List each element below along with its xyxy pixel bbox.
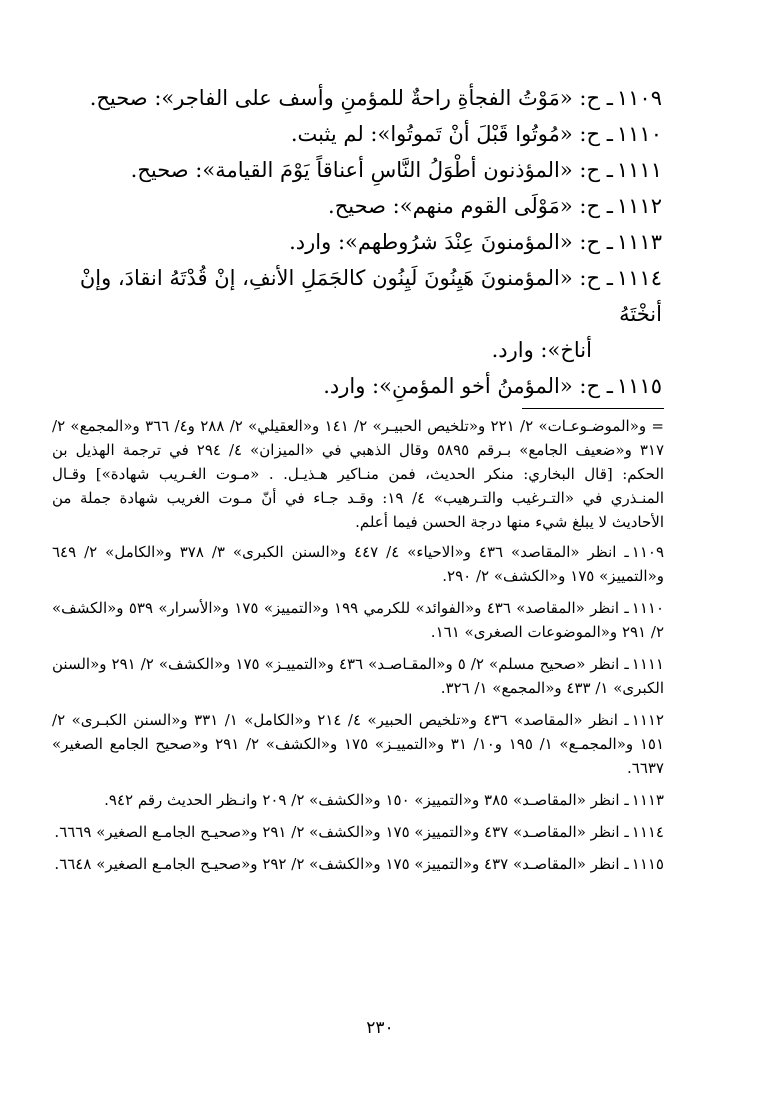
- footnote-text: ـ انظر «المقاصـد» ٤٣٧ و«التمييز» ١٧٥ و«الكشف» ٢/ ٢٩٢ و«صحيـح الجامـع الصغير» ٦٦٤٨.: [54, 855, 629, 873]
- entry-text: ـ ح: «مُوتُوا قَبْلَ أنْ تَموتُوا»: لم يثبت.: [290, 122, 613, 146]
- footnote: [52, 652, 664, 700]
- footnote: [52, 852, 664, 876]
- footnote-text: ـ انظر «المقاصد» ٤٣٦ و«الفوائد» للكرمي ١٩٩ و«التمييز» ١٧٥ و«الأسرار» ٥٣٩ و«الكشف» ٢/ ٢٩١ و«الموضوعات الصغرى» ١٦١.: [52, 599, 664, 641]
- entry-text-continuation: أناخ»: وارد.: [491, 338, 592, 362]
- footnote-continued: = و«الموضـوعـات» ٢/ ٢٢١ و«تلخيص الحبيـر» ٢/ ١٤١ و«العقيلي» ٢/ ٢٨٨ و٤/ ٣٦٦ و«المجمع» ٢/ ٣١٧ و«ضعيف الجامع» بـرقم ٥٨٩٥ وقال الذهبي في «الميزان» ٤/ ٢٩٤ في ترجمة الهذيل بن الحكم: [قال البخاري: منكر الحديث، فمن منـاكير هـذيـل. . «مـوت الغـريب شهادة»] وقـال المنـذري في «التـرغيب والتـرهيب» ٤/ ١٩: وقـد جـاء في أنّ مـوت الغريب شهادة جملة من الأحاديث لا يبلغ شيء منها درجة الحسن فيما أعلم.: [52, 417, 664, 531]
- hadith-entry: [52, 80, 662, 116]
- footnote-number: ١١١٢: [631, 711, 664, 729]
- entry-text: ـ ح: «المؤمنُ أخو المؤمنِ»: وارد.: [323, 374, 613, 398]
- hadith-entries: [52, 80, 662, 404]
- footnote-text: ـ انظر «المقاصـد» ٤٣٧ و«التمييز» ١٧٥ و«الكشف» ٢/ ٢٩١ و«صحيـح الجامـع الصغير» ٦٦٦٩.: [54, 823, 629, 841]
- entry-number: ١١١٥: [616, 374, 662, 398]
- entry-number: ١١١٢: [616, 194, 662, 218]
- entry-number: ١١٠٩: [616, 86, 662, 110]
- footnote-text: ـ انظر «المقاصد» ٤٣٦ و«الاحياء» ٤/ ٤٤٧ و«السنن الكبرى» ٣/ ٣٧٨ و«الكامل» ٢/ ٦٤٩ و«التمييز» ١٧٥ و«الكشف» ٢/ ٢٩٠.: [52, 543, 664, 585]
- hadith-entry: [52, 224, 662, 260]
- entry-text: ـ ح: «المؤذنون أطْوَلُ النَّاسِ أعناقاً يَوْمَ القيامة»: صحيح.: [130, 158, 613, 182]
- hadith-entry: [52, 152, 662, 188]
- footnote: [52, 820, 664, 844]
- footnote: [52, 708, 664, 780]
- footnote: [52, 788, 664, 812]
- footnote-number: ١١١٣: [631, 791, 664, 809]
- entry-text: ـ ح: «المؤمنونَ عِنْدَ شرُوطهم»: وارد.: [289, 230, 613, 254]
- footnote-number: ١١٠٩: [631, 543, 665, 561]
- footnote-number: ١١١٠: [631, 599, 665, 617]
- entry-number: ١١١١: [616, 158, 662, 182]
- hadith-entry: [52, 116, 662, 152]
- entry-number: ١١١٠: [616, 122, 662, 146]
- entry-text: ـ ح: «مَوْلَى القوم منهم»: صحيح.: [328, 194, 613, 218]
- entry-number: ١١١٤: [616, 266, 662, 290]
- footnote-number: ١١١١: [631, 655, 664, 673]
- hadith-entry: [52, 368, 662, 404]
- entry-text: ـ ح: «مَوْتُ الفجأةِ راحةٌ للمؤمنِ وأسف على الفاجر»: صحيح.: [89, 86, 613, 110]
- footnote-text: ـ انظر «المقاصـد» ٣٨٥ و«التمييز» ١٥٠ و«الكشف» ٢/ ٢٠٩ وانـظر الحديث رقم ٩٤٢.: [104, 791, 629, 809]
- footnotes: [52, 414, 664, 884]
- hadith-entry: [52, 188, 662, 224]
- entry-number: ١١١٣: [616, 230, 662, 254]
- hadith-entry: [52, 260, 662, 368]
- footnote-number: ١١١٤: [631, 823, 664, 841]
- page-number: ٢٣٠: [366, 1018, 394, 1038]
- entry-text: ـ ح: «المؤمنونَ هَيِنُونَ لَيِنُون كالجَمَلِ الأنفِ، إنْ قُدْتَهُ انقادَ، وإنْ أنخْتَهُ: [79, 266, 662, 326]
- footnote-number: ١١١٥: [631, 855, 664, 873]
- footnote: [52, 596, 664, 644]
- footnote: [52, 540, 664, 588]
- footnote-text: ـ انظر «المقاصد» ٤٣٦ و«تلخيص الحبير» ٤/ ٢١٤ و«الكامل» ١/ ٣٣١ و«السنن الكبـرى» ٢/ ١٥١ و«المجمـع» ١/ ١٩٥ و١٠/ ٣١ و«التمييـز» ١٧٥ و«الكشف» ٢/ ٢٩١ و«صحيح الجامع الصغير» ٦٦٣٧.: [52, 711, 665, 777]
- footnote-text: ـ انظر «صحيح مسلم» ٢/ ٥ و«المقـاصـد» ٤٣٦ و«التمييـز» ١٧٥ و«الكشف» ٢/ ٢٩١ و«السنن الكبرى» ١/ ٤٣٣ و«المجمع» ١/ ٣٢٦.: [52, 655, 664, 697]
- footnote-separator: [522, 408, 664, 409]
